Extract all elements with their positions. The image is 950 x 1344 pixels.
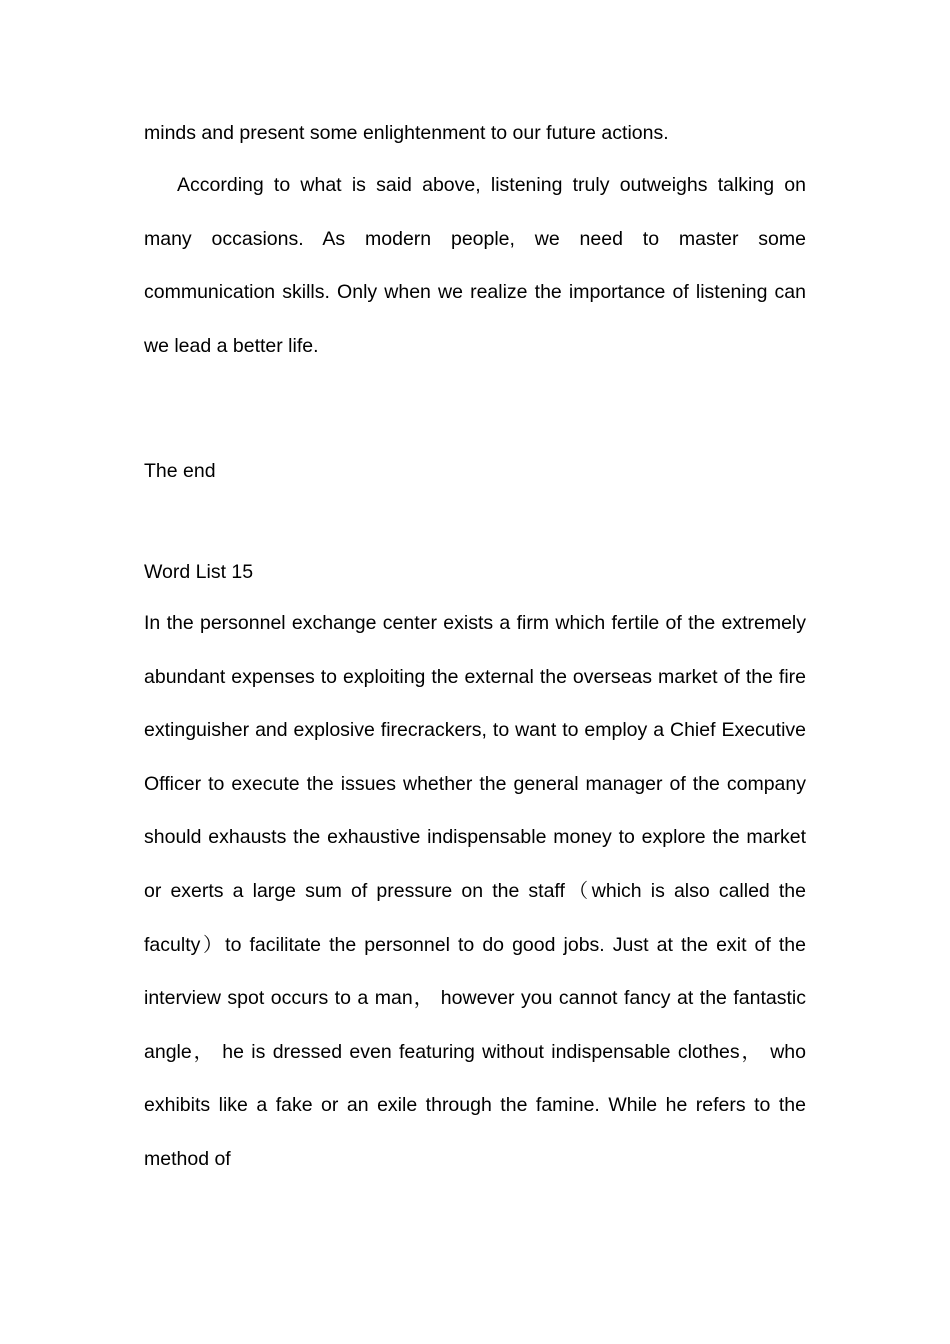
word-list-paragraph: In the personnel exchange center exists a firm which fertile of the extremely abundant expenses to exploiting the external the overseas market of the fire extinguisher and explosive firecrackers, to want to employ a Chief Executive Officer to execute the issues whether the general manager of the company should exhausts the exhaustive indispensable money to explore the market or exerts a large sum of pressure on the staff（which is also called the faculty）to facilitate the personnel to do good jobs. Just at the exit of the interview spot occurs to a man， however you cannot fancy at the fantastic angle， he is dressed even featuring without indispensable clothes， who exhibits like a fake or an exile through the famine. While he refers to the method of (144, 612, 806, 1170)
section-heading: Word List 15 (144, 561, 254, 583)
conclusion-paragraph: According to what is said above, listening truly outweighs talking on many occasions. As modern people, we need to master some communication skills. Only when we realize the importance of listening can we lead a better life. (144, 174, 806, 357)
end-marker: The end (144, 460, 216, 482)
paragraph-continuation: minds and present some enlightenment to our future actions. (144, 122, 669, 144)
